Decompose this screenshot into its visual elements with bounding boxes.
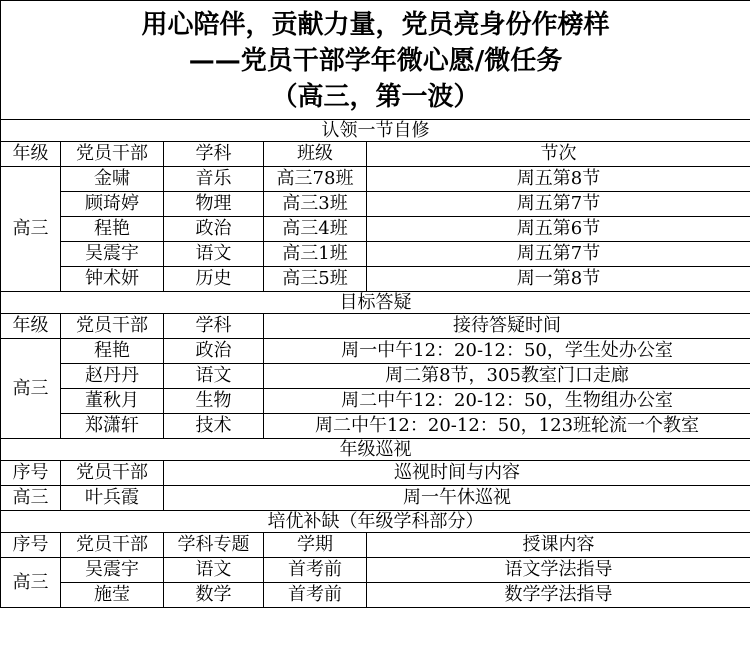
column-header: 学科专题: [164, 533, 264, 558]
table-cell: 周二第8节，305教室门口走廊: [264, 364, 750, 389]
table-cell: 语文: [164, 242, 264, 267]
title-line-2: ——党员干部学年微心愿/微任务: [188, 46, 563, 76]
column-header: 巡视时间与内容: [164, 461, 750, 486]
section-heading: 培优补缺（年级学科部分）: [1, 511, 750, 533]
column-header: 年级: [1, 142, 61, 167]
table-cell: 首考前: [264, 558, 367, 583]
table-cell: 金啸: [61, 167, 164, 192]
table-cell: 高三5班: [264, 267, 367, 292]
table-cell: 顾琦婷: [61, 192, 164, 217]
table-row: [1, 242, 750, 267]
table-cell: 高三3班: [264, 192, 367, 217]
column-header: 党员干部: [61, 314, 164, 339]
table-cell: 赵丹丹: [61, 364, 164, 389]
column-header: 学科: [164, 314, 264, 339]
table-cell: 周五第7节: [367, 242, 750, 267]
table-cell: 语文: [164, 558, 264, 583]
table-row: [1, 167, 750, 192]
table-cell: 周五第7节: [367, 192, 750, 217]
section-heading: 年级巡视: [1, 439, 750, 461]
table-cell: 政治: [164, 217, 264, 242]
table-row: [1, 339, 750, 364]
table-cell: 数学学法指导: [367, 583, 750, 608]
table-cell: 程艳: [61, 339, 164, 364]
column-header: 党员干部: [61, 142, 164, 167]
grade-cell: 高三: [1, 339, 61, 439]
table-cell: 周二中午12：20-12：50，生物组办公室: [264, 389, 750, 414]
table-cell: 吴震宇: [61, 558, 164, 583]
table-cell: 首考前: [264, 583, 367, 608]
table-cell: 吴震宇: [61, 242, 164, 267]
column-header: 班级: [264, 142, 367, 167]
column-header: 学科: [164, 142, 264, 167]
table-cell: 周一中午12：20-12：50，学生处办公室: [264, 339, 750, 364]
table-cell: 语文学法指导: [367, 558, 750, 583]
column-header: 节次: [367, 142, 750, 167]
title-line-3: （高三，第一波）: [271, 82, 480, 112]
column-header: 序号: [1, 461, 61, 486]
column-header: 年级: [1, 314, 61, 339]
table-cell: 施莹: [61, 583, 164, 608]
table-row: [1, 389, 750, 414]
column-header: 党员干部: [61, 461, 164, 486]
table-cell: 历史: [164, 267, 264, 292]
document-title: [1, 1, 750, 120]
table-row: [1, 558, 750, 583]
title-line-1: 用心陪伴，贡献力量，党员亮身份作榜样: [141, 10, 610, 40]
table-row: [1, 217, 750, 242]
column-header: 党员干部: [61, 533, 164, 558]
section-heading: 认领一节自修: [1, 120, 750, 142]
section-heading: 目标答疑: [1, 292, 750, 314]
table-cell: 周一第8节: [367, 267, 750, 292]
table-row: [1, 583, 750, 608]
column-header: 学期: [264, 533, 367, 558]
table-cell: 高三: [1, 486, 61, 511]
table-cell: 郑潇轩: [61, 414, 164, 439]
grade-cell: 高三: [1, 167, 61, 292]
table-cell: 周五第8节: [367, 167, 750, 192]
table-row: [1, 486, 750, 511]
table-cell: 钟术妍: [61, 267, 164, 292]
table-cell: 生物: [164, 389, 264, 414]
column-header: 序号: [1, 533, 61, 558]
table-cell: 程艳: [61, 217, 164, 242]
table-cell: 高三1班: [264, 242, 367, 267]
table-cell: 高三78班: [264, 167, 367, 192]
grade-cell: 高三: [1, 558, 61, 608]
table-row: [1, 414, 750, 439]
table-cell: 语文: [164, 364, 264, 389]
table-cell: 音乐: [164, 167, 264, 192]
table-cell: 政治: [164, 339, 264, 364]
column-header: 接待答疑时间: [264, 314, 750, 339]
table-cell: 周五第6节: [367, 217, 750, 242]
table-cell: 高三4班: [264, 217, 367, 242]
table-cell: 周二中午12：20-12：50，123班轮流一个教室: [264, 414, 750, 439]
column-header: 授课内容: [367, 533, 750, 558]
table-cell: 数学: [164, 583, 264, 608]
table-row: [1, 364, 750, 389]
table-cell: 董秋月: [61, 389, 164, 414]
table-cell: 技术: [164, 414, 264, 439]
table-row: [1, 267, 750, 292]
table-row: [1, 192, 750, 217]
table-cell: 物理: [164, 192, 264, 217]
table-cell: 周一午休巡视: [164, 486, 750, 511]
table-cell: 叶兵霞: [61, 486, 164, 511]
